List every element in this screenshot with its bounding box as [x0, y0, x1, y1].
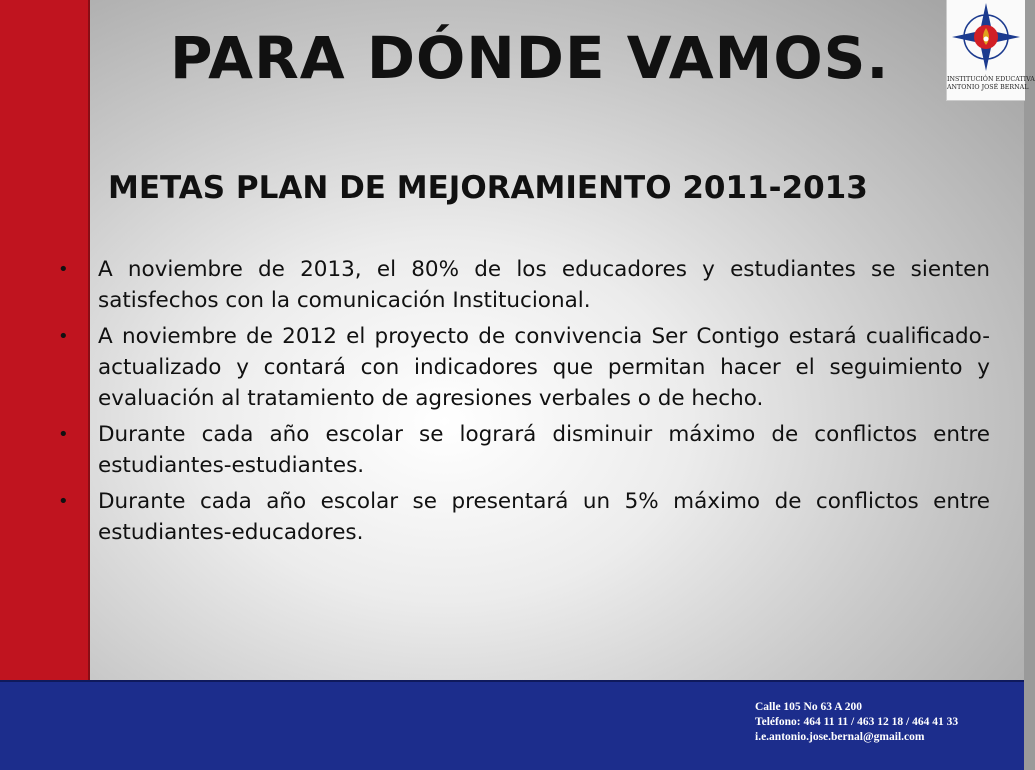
goal-text: A noviembre de 2013, el 80% de los educadores y estudiantes se sienten satisfechos con la comunicación Institucional.: [98, 257, 990, 313]
goal-item: [58, 419, 990, 481]
contact-address: Calle 105 No 63 A 200: [755, 701, 863, 713]
bullet-icon: •: [58, 424, 69, 445]
logo-caption-line2: ANTONIO JOSÉ BERNAL: [947, 84, 1029, 91]
contact-email: i.e.antonio.jose.bernal@gmail.com: [755, 731, 925, 743]
goal-text: Durante cada año escolar se presentará un 5% máximo de conflictos entre estudiantes-educadores.: [98, 489, 990, 545]
bullet-icon: •: [58, 326, 69, 347]
goal-item: [58, 486, 990, 548]
goal-text: Durante cada año escolar se logrará disminuir máximo de conflictos entre estudiantes-estudiantes.: [98, 422, 990, 478]
bullet-icon: •: [58, 259, 69, 280]
institution-logo: [946, 0, 1035, 101]
bullet-icon: •: [58, 491, 69, 512]
slide-title: PARA DÓNDE VAMOS.: [170, 24, 890, 92]
slide-subtitle: METAS PLAN DE MEJORAMIENTO 2011-2013: [108, 170, 868, 206]
goal-item: [58, 321, 990, 414]
goal-item: [58, 254, 990, 316]
logo-caption-line1: INSTITUCIÓN EDUCATIVA: [947, 76, 1035, 83]
contact-info: [755, 700, 958, 745]
goals-list: [58, 254, 990, 553]
compass-star-icon: [947, 0, 1025, 76]
goal-text: A noviembre de 2012 el proyecto de convivencia Ser Contigo estará cualificado-actualizado y contará con indicadores que permitan hacer el seguimiento y evaluación al tratamiento de agresiones verbales o de hecho.: [98, 324, 990, 411]
contact-phone: Teléfono: 464 11 11 / 463 12 18 / 464 41 33: [755, 716, 959, 728]
